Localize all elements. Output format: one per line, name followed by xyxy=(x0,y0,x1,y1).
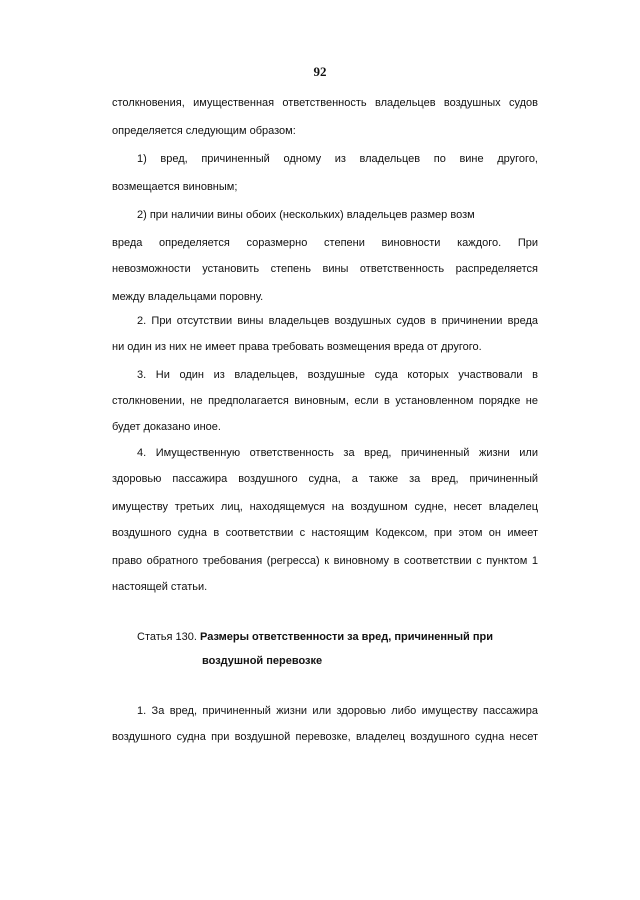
text-line: 2) при наличии вины обоих (нескольких) владельцев размер возм xyxy=(137,209,475,221)
text-line: настоящей статьи. xyxy=(112,581,208,593)
text-line: будет доказано иное. xyxy=(112,421,221,433)
page-number: 92 xyxy=(313,64,327,79)
text-line: определяется следующим образом: xyxy=(112,125,296,137)
text-line: невозможности установить степень вины ответственность распределяется xyxy=(112,263,538,275)
text-line: 2. При отсутствии вины владельцев воздушных судов в причинении вреда xyxy=(137,315,538,327)
text-line: имуществу третьих лиц, находящемуся на воздушном судне, несет владелец xyxy=(112,501,538,513)
text-line: столкновения, имущественная ответственность владельцев воздушных судов xyxy=(112,97,538,109)
text-line: ни один из них не имеет права требовать возмещения вреда от другого. xyxy=(112,341,482,353)
text-line: здоровью пассажира воздушного судна, а также за вред, причиненный xyxy=(112,473,538,485)
text-line: столкновении, не предполагается виновным, если в установленном порядке не xyxy=(112,395,538,407)
text-line: право обратного требования (регресса) к виновному в соответствии с пунктом 1 xyxy=(112,555,538,567)
text-line: между владельцами поровну. xyxy=(112,291,264,303)
text-line: вреда определяется соразмерно степени виновности каждого. При xyxy=(112,237,538,249)
text-line: воздушного судна при воздушной перевозке, владелец воздушного судна несет xyxy=(112,731,538,743)
text-line: воздушного судна в соответствии с настоящим Кодексом, при этом он имеет xyxy=(112,527,538,539)
text-line: 3. Ни один из владельцев, воздушные суда которых участвовали в xyxy=(137,369,538,381)
article-heading xyxy=(137,630,493,644)
text-line: 1) вред, причиненный одному из владельцев по вине другого, xyxy=(137,153,538,165)
article-title: Размеры ответственности за вред, причиненный при xyxy=(200,631,494,643)
text-line: 1. За вред, причиненный жизни или здоровью либо имуществу пассажира xyxy=(137,705,538,717)
article-title-continued: воздушной перевозке xyxy=(202,655,323,667)
text-line: 4. Имущественную ответственность за вред, причиненный жизни или xyxy=(137,447,538,459)
article-number: Статья 130. xyxy=(137,631,197,643)
text-line: возмещается виновным; xyxy=(112,181,238,193)
